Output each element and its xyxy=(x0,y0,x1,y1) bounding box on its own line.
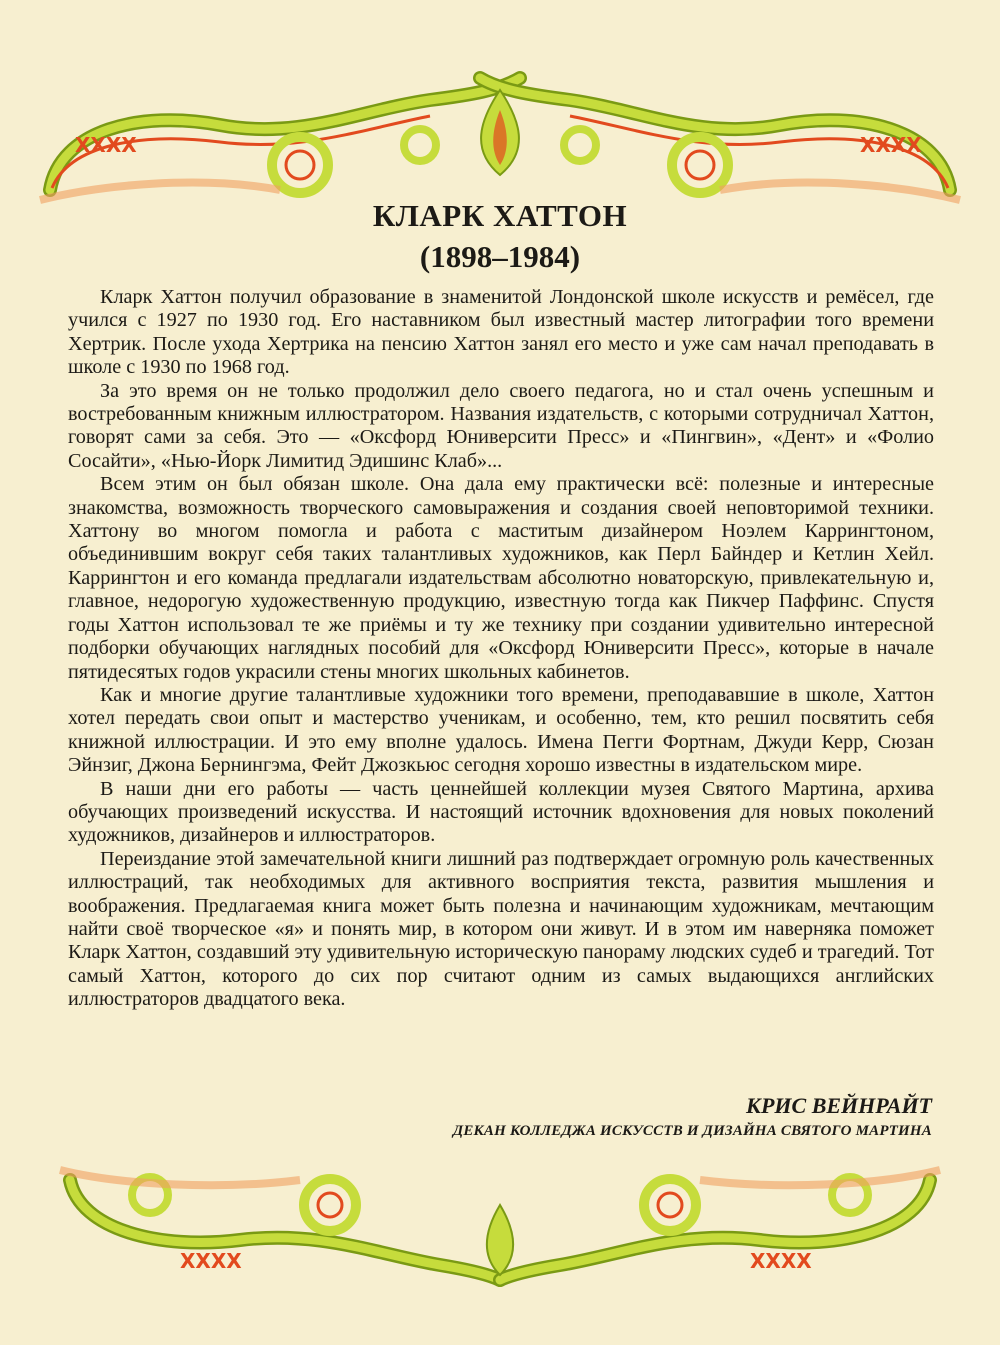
signature-name: КРИС ВЕЙНРАЙТ xyxy=(746,1093,932,1118)
paragraph: Как и многие другие талантливые художники того времени, преподававшие в школе, Хаттон хотел передать свои опыт и мастерство ученикам, и особенно, тем, кто решил посвятить себя книжной иллюстрации. И это ему вполне удалось. Имена Пегги Фортнам, Джуди Керр, Сюзан Эйнзиг, Джона Бернингэма, Фейт Джозкьюс сегодня хорошо известны в издательском мире. xyxy=(68,683,934,777)
signature-block xyxy=(453,1092,932,1142)
svg-text:XXXX: XXXX xyxy=(860,133,922,157)
svg-text:XXXX: XXXX xyxy=(750,1249,812,1273)
svg-text:XXXX: XXXX xyxy=(75,133,137,157)
svg-text:XXXX: XXXX xyxy=(180,1249,242,1273)
paragraph: За это время он не только продолжил дело своего педагога, но и стал очень успешным и востребованным книжным иллюстратором. Названия издательств, с которыми сотрудничал Хаттон, говорят сами за себя. Это — «Оксфорд Юниверсити Пресс» и «Пингвин», «Дент» и «Фолио Сосайти», «Нью-Йорк Лимитид Эдишинс Клаб»... xyxy=(68,379,934,472)
title-block xyxy=(0,195,1000,277)
top-ornament-border xyxy=(0,70,1000,210)
signature-role: ДЕКАН КОЛЛЕДЖА ИСКУССТВ И ДИЗАЙНА СВЯТОГО МАРТИНА xyxy=(452,1123,932,1139)
bottom-ornament-border xyxy=(0,1150,1000,1290)
paragraph: Всем этим он был обязан школе. Она дала ему практически всё: полезные и интересные знакомства, возможность творческого самовыражения и создания своей неповторимой техники. Хаттону во многом помогла и работа с маститым дизайнером Ноэлем Каррингтоном, объединившим вокруг себя таких талантливых художников, как Перл Байндер и Кетлин Хейл. Каррингтон и его команда предлагали издательствам абсолютно новаторскую, привлекательную и, главное, недорогую художественную продукцию, известную тогда как Пикчер Паффинс. Спустя годы Хаттон использовал те же приёмы и ту же технику при создании удивительно интересной подборки обучающих наглядных пособий для «Оксфорд Юниверсити Пресс», которые в начале пятидесятых годов украсили стены многих школьных кабинетов. xyxy=(68,473,934,683)
paragraph: Переиздание этой замечательной книги лишний раз подтверждает огромную роль качественных иллюстраций, так необходимых для активного восприятия текста, развития мышления и воображения. Предлагаемая книга может быть полезна и начинающим художникам, мечтающим найти своё творческое «я» и понять мир, в котором они живут. И в этом им наверняка поможет Кларк Хаттон, создавший эту удивительную историческую панораму людских судеб и трагедий. Тот самый Хаттон, которого до сих пор считают одним из самых выдающихся английских иллюстраторов двадцатого века. xyxy=(68,847,934,1011)
paragraph: Кларк Хаттон получил образование в знаменитой Лондонской школе искусств и ремёсел, где учился с 1927 по 1930 год. Его наставником был известный мастер литографии того времени Хертрик. После ухода Хертрика на пенсию Хаттон занял его место и уже сам начал преподавать в школе с 1930 по 1968 год. xyxy=(68,286,934,379)
page-title: КЛАРК ХАТТОН xyxy=(372,198,628,233)
article-body xyxy=(68,286,934,1012)
paragraph: В наши дни его работы — часть ценнейшей коллекции музея Святого Мартина, архива обучающих произведений искусства. И настоящий источник вдохновения для новых поколений художников, дизайнеров и иллюстраторов. xyxy=(68,777,934,847)
title-years: (1898–1984) xyxy=(419,239,581,274)
